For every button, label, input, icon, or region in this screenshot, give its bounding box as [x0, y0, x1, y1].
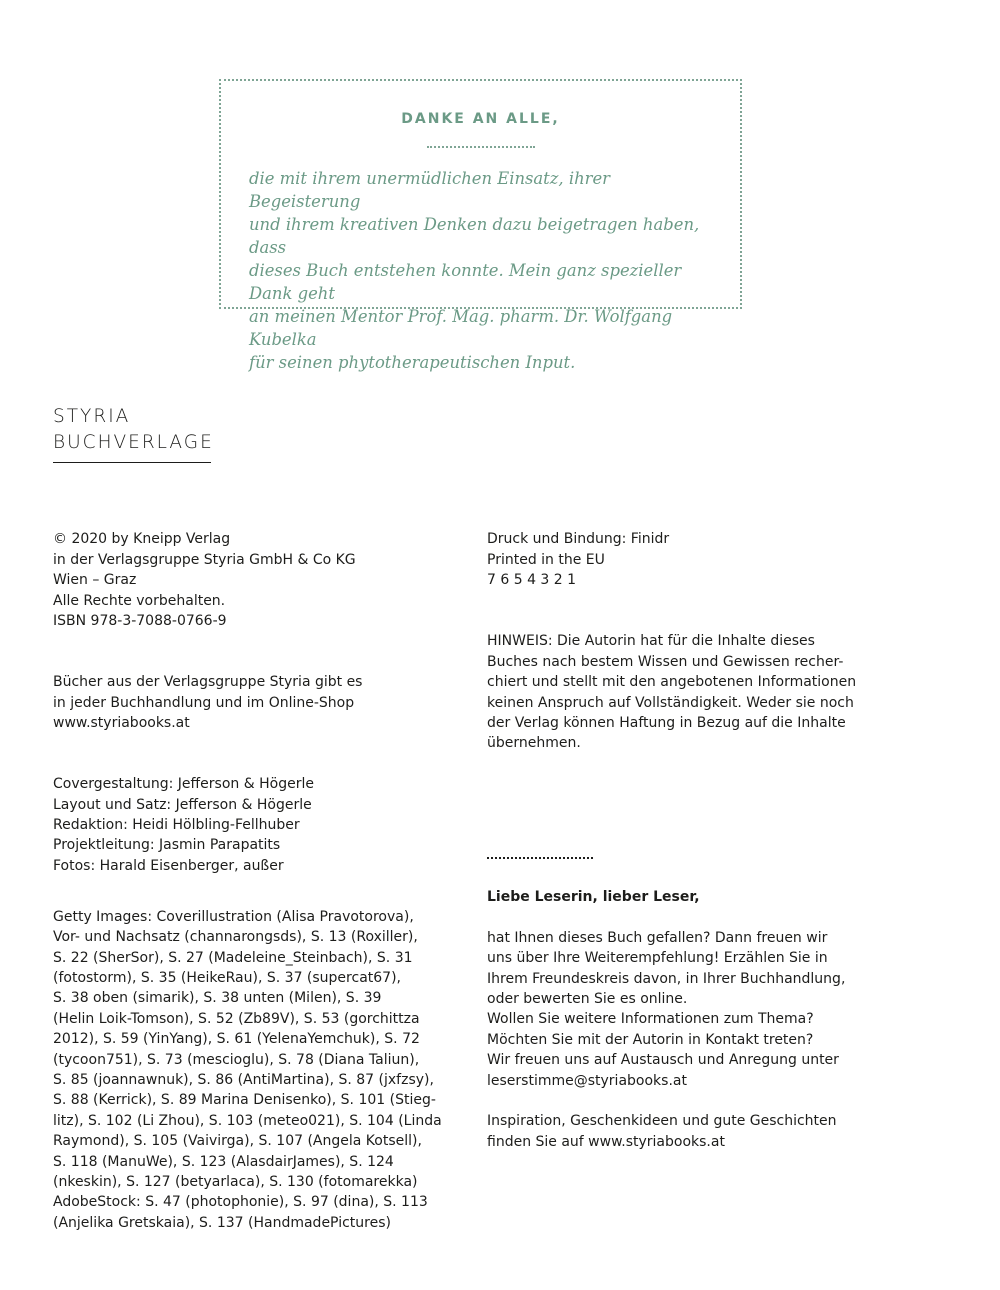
credits-block: Covergestaltung: Jefferson & Högerle Layout und Satz: Jefferson & Högerle Redaktion: Heidi Hölbling-Fellhuber Projektleitung: Jasmin Parapatits Fotos: Harald Eisenberger, außer — [53, 776, 314, 874]
imprint-left-column — [53, 509, 473, 1274]
copyright-block: © 2020 by Kneipp Verlag in der Verlagsgruppe Styria GmbH & Co KG Wien – Graz Alle Rechte vorbehalten. ISBN 978-3-7088-0766-9 — [53, 531, 356, 630]
reader-heading: Liebe Leserin, lieber Leser, — [487, 889, 700, 905]
reader-closing: Inspiration, Geschenkideen und gute Geschichten finden Sie auf www.styriabooks.at — [487, 1113, 837, 1150]
reader-message — [487, 857, 927, 1173]
dotted-divider — [427, 146, 535, 148]
thanks-title: DANKE AN ALLE, — [401, 111, 560, 127]
reader-text: hat Ihnen dieses Buch gefallen? Dann freuen wir uns über Ihre Weiterempfehlung! Erzählen Sie in Ihrem Freundeskreis davon, in Ihrer Buchhandlung, oder bewerten Sie es online. Wollen Sie weitere Informationen zum Thema? Möchten Sie mit der Autorin in Kontakt treten? Wir freuen uns auf Austausch und Anregung unter leserstimme@styriabooks.at — [487, 929, 846, 1089]
imprint-right-column — [487, 509, 927, 795]
thanks-text: die mit ihrem unermüdlichen Einsatz, ihrer Begeisterung und ihrem kreativen Denken dazu beigetragen haben, dass dieses Buch entstehen konnte. Mein ganz spezieller Dank geht an meinen Mentor Prof. Mag. pharm. Dr. Wolfgang Kubelka für seinen phytotherapeutischen Input. — [249, 169, 700, 372]
shop-block: Bücher aus der Verlagsgruppe Styria gibt es in jeder Buchhandlung und im Online-Shop www.styriabooks.at — [53, 674, 363, 732]
print-block: Druck und Bindung: Finidr Printed in the EU 7 6 5 4 3 2 1 — [487, 531, 670, 589]
logo-line-buchverlage: BUCHVERLAGE — [53, 432, 214, 453]
notice-block: HINWEIS: Die Autorin hat für die Inhalte dieses Buches nach bestem Wissen und Gewissen recher- chiert und stellt mit den angebotenen Informationen keinen Anspruch auf Vollständigkeit. Weder sie noch der Verlag können Haftung in Bezug auf die Inhalte übernehmen. — [487, 633, 857, 752]
dotted-divider — [487, 857, 593, 859]
logo-line-styria: STYRIA — [53, 406, 131, 427]
photo-credits-block: Getty Images: Coverillustration (Alisa Pravotorova), Vor- und Nachsatz (channarongsds), S. 13 (Roxiller), S. 22 (SherSor), S. 27 (Madeleine_Steinbach), S. 31 (fotostorm), S. 35 (HeikeRau), S. 37 (supercat67), S. 38 oben (simarik), S. 38 unten (Milen), S. 39 (Helin Loik-Tomson), S. 52 (Zb89V), S. 53 (gorchittza 2012), S. 59 (YinYang), S. 61 (YelenaYemchuk), S. 72 (tycoon751), S. 73 (mescioglu), S. 78 (Diana Taliun), S. 85 (joannawnuk), S. 86 (AntiMartina), S. 87 (jxfzsy), S. 88 (Kerrick), S. 89 Marina Denisenko), S. 101 (Stieg- litz), S. 102 (Li Zhou), S. 103 (meteo021), S. 104 (Linda Raymond), S. 105 (Vaivirga), S. 107 (Angela Kotsell), S. 118 (ManuWe), S. 123 (AlasdairJames), S. 124 (nkeskin), S. 127 (betyarlaca), S. 130 (fotomarekka) AdobeStock: S. 47 (photophonie), S. 97 (dina), S. 113 (Anjelika Gretskaia), S. 137 (HandmadePictures) — [53, 908, 442, 1231]
thanks-box — [219, 79, 742, 372]
publisher-logo — [53, 404, 214, 463]
